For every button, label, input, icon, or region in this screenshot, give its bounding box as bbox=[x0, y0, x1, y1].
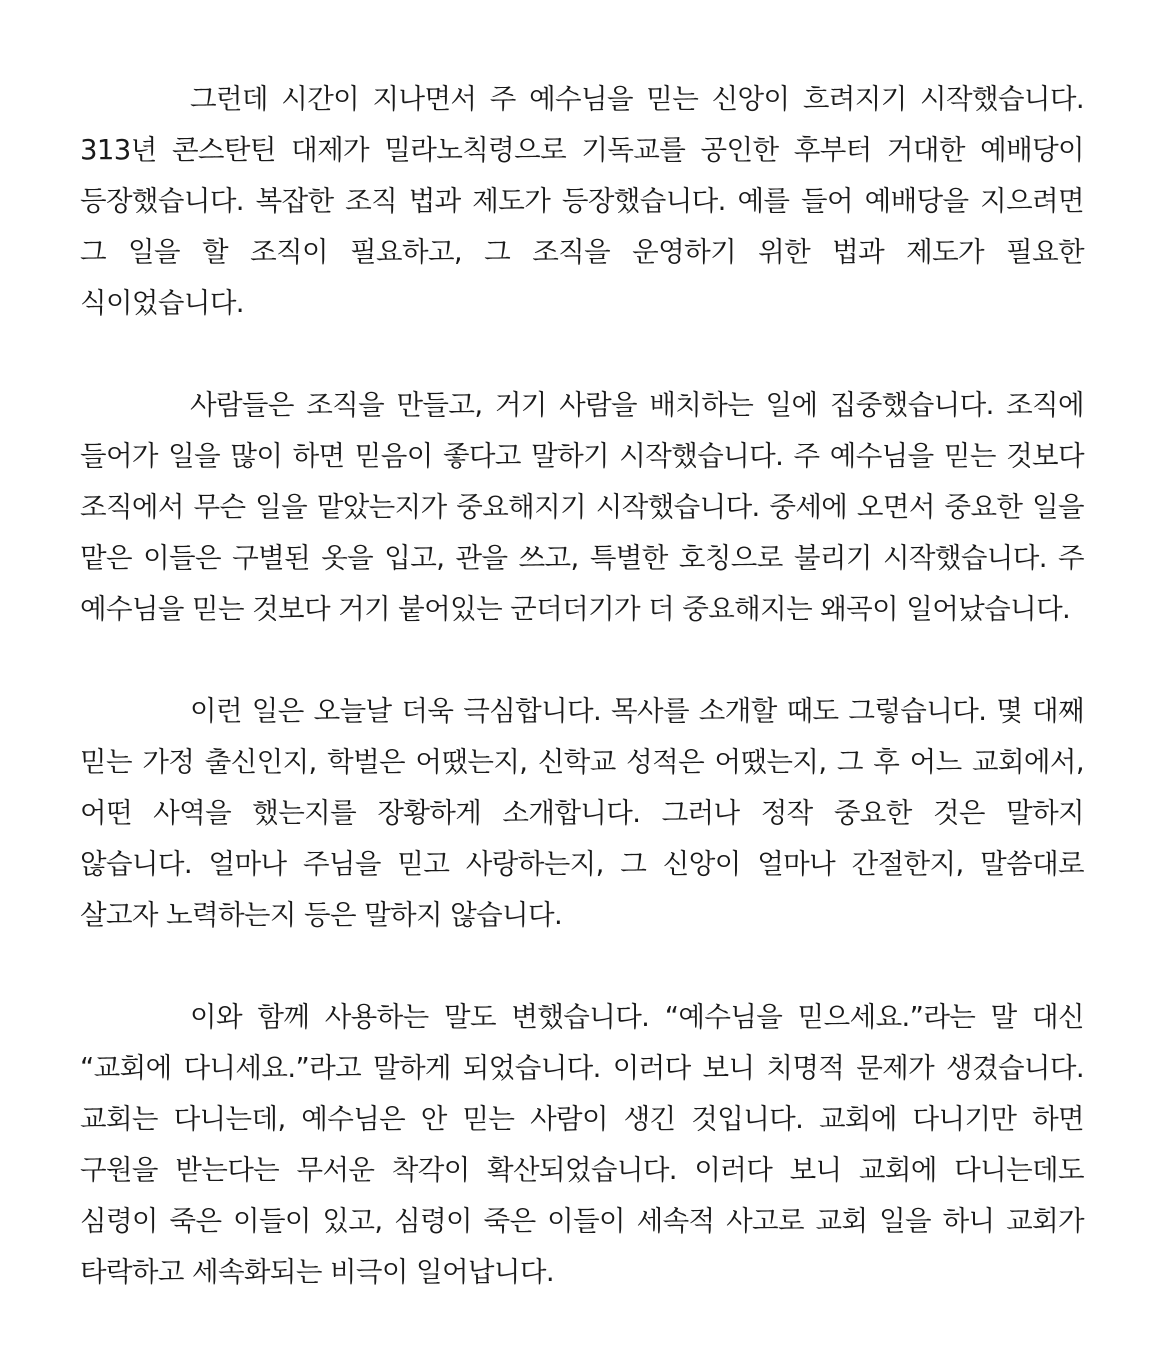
paragraph-4: 이와 함께 사용하는 말도 변했습니다. “예수님을 믿으세요.”라는 말 대신 “교회에 다니세요.”라고 말하게 되었습니다. 이러다 보니 치명적 문제가 생겼습니다. 교회는 다니는데, 예수님은 안 믿는 사람이 생긴 것입니다. 교회에 다니기만 하면 구원을 받는다는 무서운 착각이 확산되었습니다. 이러다 보니 교회에 다니는데도 심령이 죽은 이들이 있고, 심령이 죽은 이들이 세속적 사고로 교회 일을 하니 교회가 타락하고 세속화되는 비극이 일어납니다. bbox=[80, 1001, 1084, 1288]
paragraph-3: 이런 일은 오늘날 더욱 극심합니다. 목사를 소개할 때도 그렇습니다. 몇 대째 믿는 가정 출신인지, 학벌은 어땠는지, 신학교 성적은 어땠는지, 그 후 어느 교회에서, 어떤 사역을 했는지를 장황하게 소개합니다. 그러나 정작 중요한 것은 말하지 않습니다. 얼마나 주님을 믿고 사랑하는지, 그 신앙이 얼마나 간절한지, 말씀대로 살고자 노력하는지 등은 말하지 않습니다. bbox=[80, 695, 1084, 931]
paragraph-2: 사람들은 조직을 만들고, 거기 사람을 배치하는 일에 집중했습니다. 조직에 들어가 일을 많이 하면 믿음이 좋다고 말하기 시작했습니다. 주 예수님을 믿는 것보다 조직에서 무슨 일을 맡았는지가 중요해지기 시작했습니다. 중세에 오면서 중요한 일을 맡은 이들은 구별된 옷을 입고, 관을 쓰고, 특별한 호칭으로 불리기 시작했습니다. 주 예수님을 믿는 것보다 거기 붙어있는 군더더기가 더 중요해지는 왜곡이 일어났습니다. bbox=[80, 389, 1084, 625]
paragraph-1: 그런데 시간이 지나면서 주 예수님을 믿는 신앙이 흐려지기 시작했습니다. 313년 콘스탄틴 대제가 밀라노칙령으로 기독교를 공인한 후부터 거대한 예배당이 등장했습니다. 복잡한 조직 법과 제도가 등장했습니다. 예를 들어 예배당을 지으려면 그 일을 할 조직이 필요하고, 그 조직을 운영하기 위한 법과 제도가 필요한 식이었습니다. bbox=[80, 83, 1084, 319]
